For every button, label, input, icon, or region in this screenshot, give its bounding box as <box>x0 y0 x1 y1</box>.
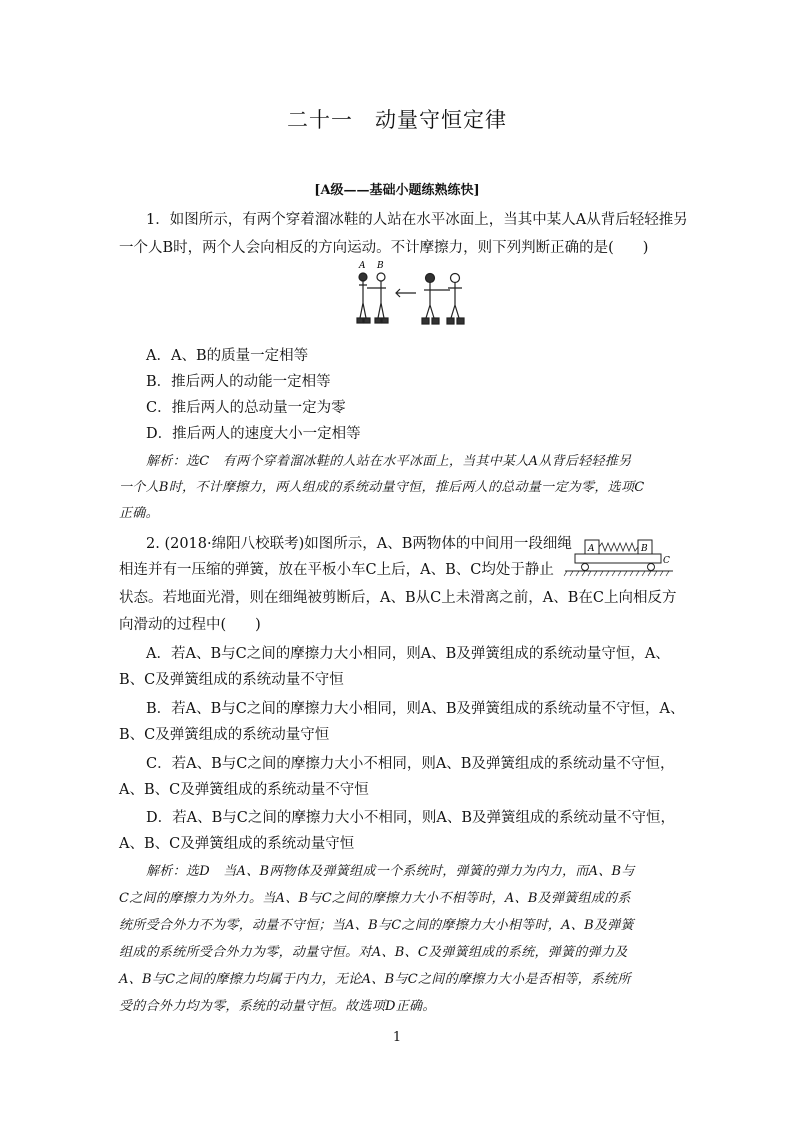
arrow-icon <box>396 289 416 297</box>
q2-stem-line-4: 向滑动的过程中( ) <box>119 617 261 633</box>
skater-a-left <box>357 273 370 323</box>
cart-c <box>575 554 661 563</box>
q1-skaters-figure <box>350 258 475 333</box>
page-title: 二十一 动量守恒定律 <box>287 108 507 132</box>
q1-stem-line-2: 一个人B时，两个人会向相反的方向运动。不计摩擦力，则下列判断正确的是( ) <box>119 240 649 256</box>
q1-analysis-line-2: 一个人B时，不计摩擦力，两人组成的系统动量守恒，推后两人的总动量一定为零，选项C <box>119 480 645 495</box>
q1-stem-line-1: 1．如图所示，有两个穿着溜冰鞋的人站在水平冰面上，当其中某人A从背后轻轻推另 <box>146 212 688 228</box>
q2-stem-line-1: 2. (2018·绵阳八校联考)如图所示，A、B两物体的中间用一段细绳 <box>146 536 572 552</box>
q2-cart-figure <box>563 534 678 580</box>
skater-b-right <box>447 274 464 325</box>
skater-b-left <box>367 273 388 323</box>
q2-option-b-line-1: B．若A、B与C之间的摩擦力大小相同，则A、B及弹簧组成的系统动量不守恒，A、 <box>146 701 685 717</box>
q2-option-a-line-2: B、C及弹簧组成的系统动量不守恒 <box>119 672 344 688</box>
q1-analysis-line-1: 解析：选C 有两个穿着溜冰鞋的人站在水平冰面上，当其中某人A从背后轻轻推另 <box>146 454 632 469</box>
q2-option-d-line-2: A、B、C及弹簧组成的系统动量守恒 <box>119 836 355 852</box>
q1-option-c: C．推后两人的总动量一定为零 <box>146 400 346 416</box>
q2-analysis-line-1: 解析：选D 当A、B两物体及弹簧组成一个系统时，弹簧的弹力为内力，而A、B与 <box>146 864 635 879</box>
q2-option-a-line-1: A．若A、B与C之间的摩擦力大小相同，则A、B及弹簧组成的系统动量守恒，A、 <box>146 646 670 662</box>
q2-analysis-line-6: 受的合外力均为零，系统的动量守恒。故选项D正确。 <box>119 999 436 1014</box>
page-number: 1 <box>392 1030 402 1045</box>
q1-fig-label-b: B <box>377 261 384 271</box>
q2-option-c-line-2: A、B、C及弹簧组成的系统动量不守恒 <box>119 782 369 798</box>
q1-option-d: D．推后两人的速度大小一定相等 <box>146 426 361 442</box>
q1-analysis-line-3: 正确。 <box>119 506 159 521</box>
q2-fig-label-a: A <box>588 544 595 554</box>
q2-option-c-line-1: C．若A、B与C之间的摩擦力大小不相同，则A、B及弹簧组成的系统动量不守恒， <box>146 756 675 772</box>
q2-analysis-line-2: C之间的摩擦力为外力。当A、B与C之间的摩擦力大小不相等时，A、B及弹簧组成的系 <box>119 891 631 906</box>
q2-analysis-line-5: A、B与C之间的摩擦力均属于内力，无论A、B与C之间的摩擦力大小是否相等，系统所 <box>119 972 631 987</box>
q1-option-a: A．A、B的质量一定相等 <box>146 348 309 364</box>
section-heading: [A级——基础小题练熟练快] <box>314 183 480 198</box>
q2-fig-label-b: B <box>641 544 648 554</box>
skater-a-right <box>422 274 450 325</box>
q1-option-b: B．推后两人的动能一定相等 <box>146 374 331 390</box>
q2-stem-line-2: 相连并有一压缩的弹簧，放在平板小车C上后，A、B、C均处于静止 <box>119 562 554 578</box>
q2-fig-label-c: C <box>663 556 670 566</box>
q2-option-d-line-1: D．若A、B与C之间的摩擦力大小不相同，则A、B及弹簧组成的系统动量不守恒， <box>146 810 675 826</box>
q1-fig-label-a: A <box>359 261 366 271</box>
q2-option-b-line-2: B、C及弹簧组成的系统动量守恒 <box>119 727 330 743</box>
q2-stem-line-3: 状态。若地面光滑，则在细绳被剪断后，A、B从C上未滑离之前，A、B在C上向相反方 <box>119 590 677 606</box>
q2-analysis-line-3: 统所受合外力不为零，动量不守恒；当A、B与C之间的摩擦力大小相等时，A、B及弹簧 <box>119 918 634 933</box>
q2-analysis-line-4: 组成的系统所受合外力为零，动量守恒。对A、B、C及弹簧组成的系统，弹簧的弹力及 <box>119 945 628 960</box>
spring-icon <box>599 543 638 551</box>
